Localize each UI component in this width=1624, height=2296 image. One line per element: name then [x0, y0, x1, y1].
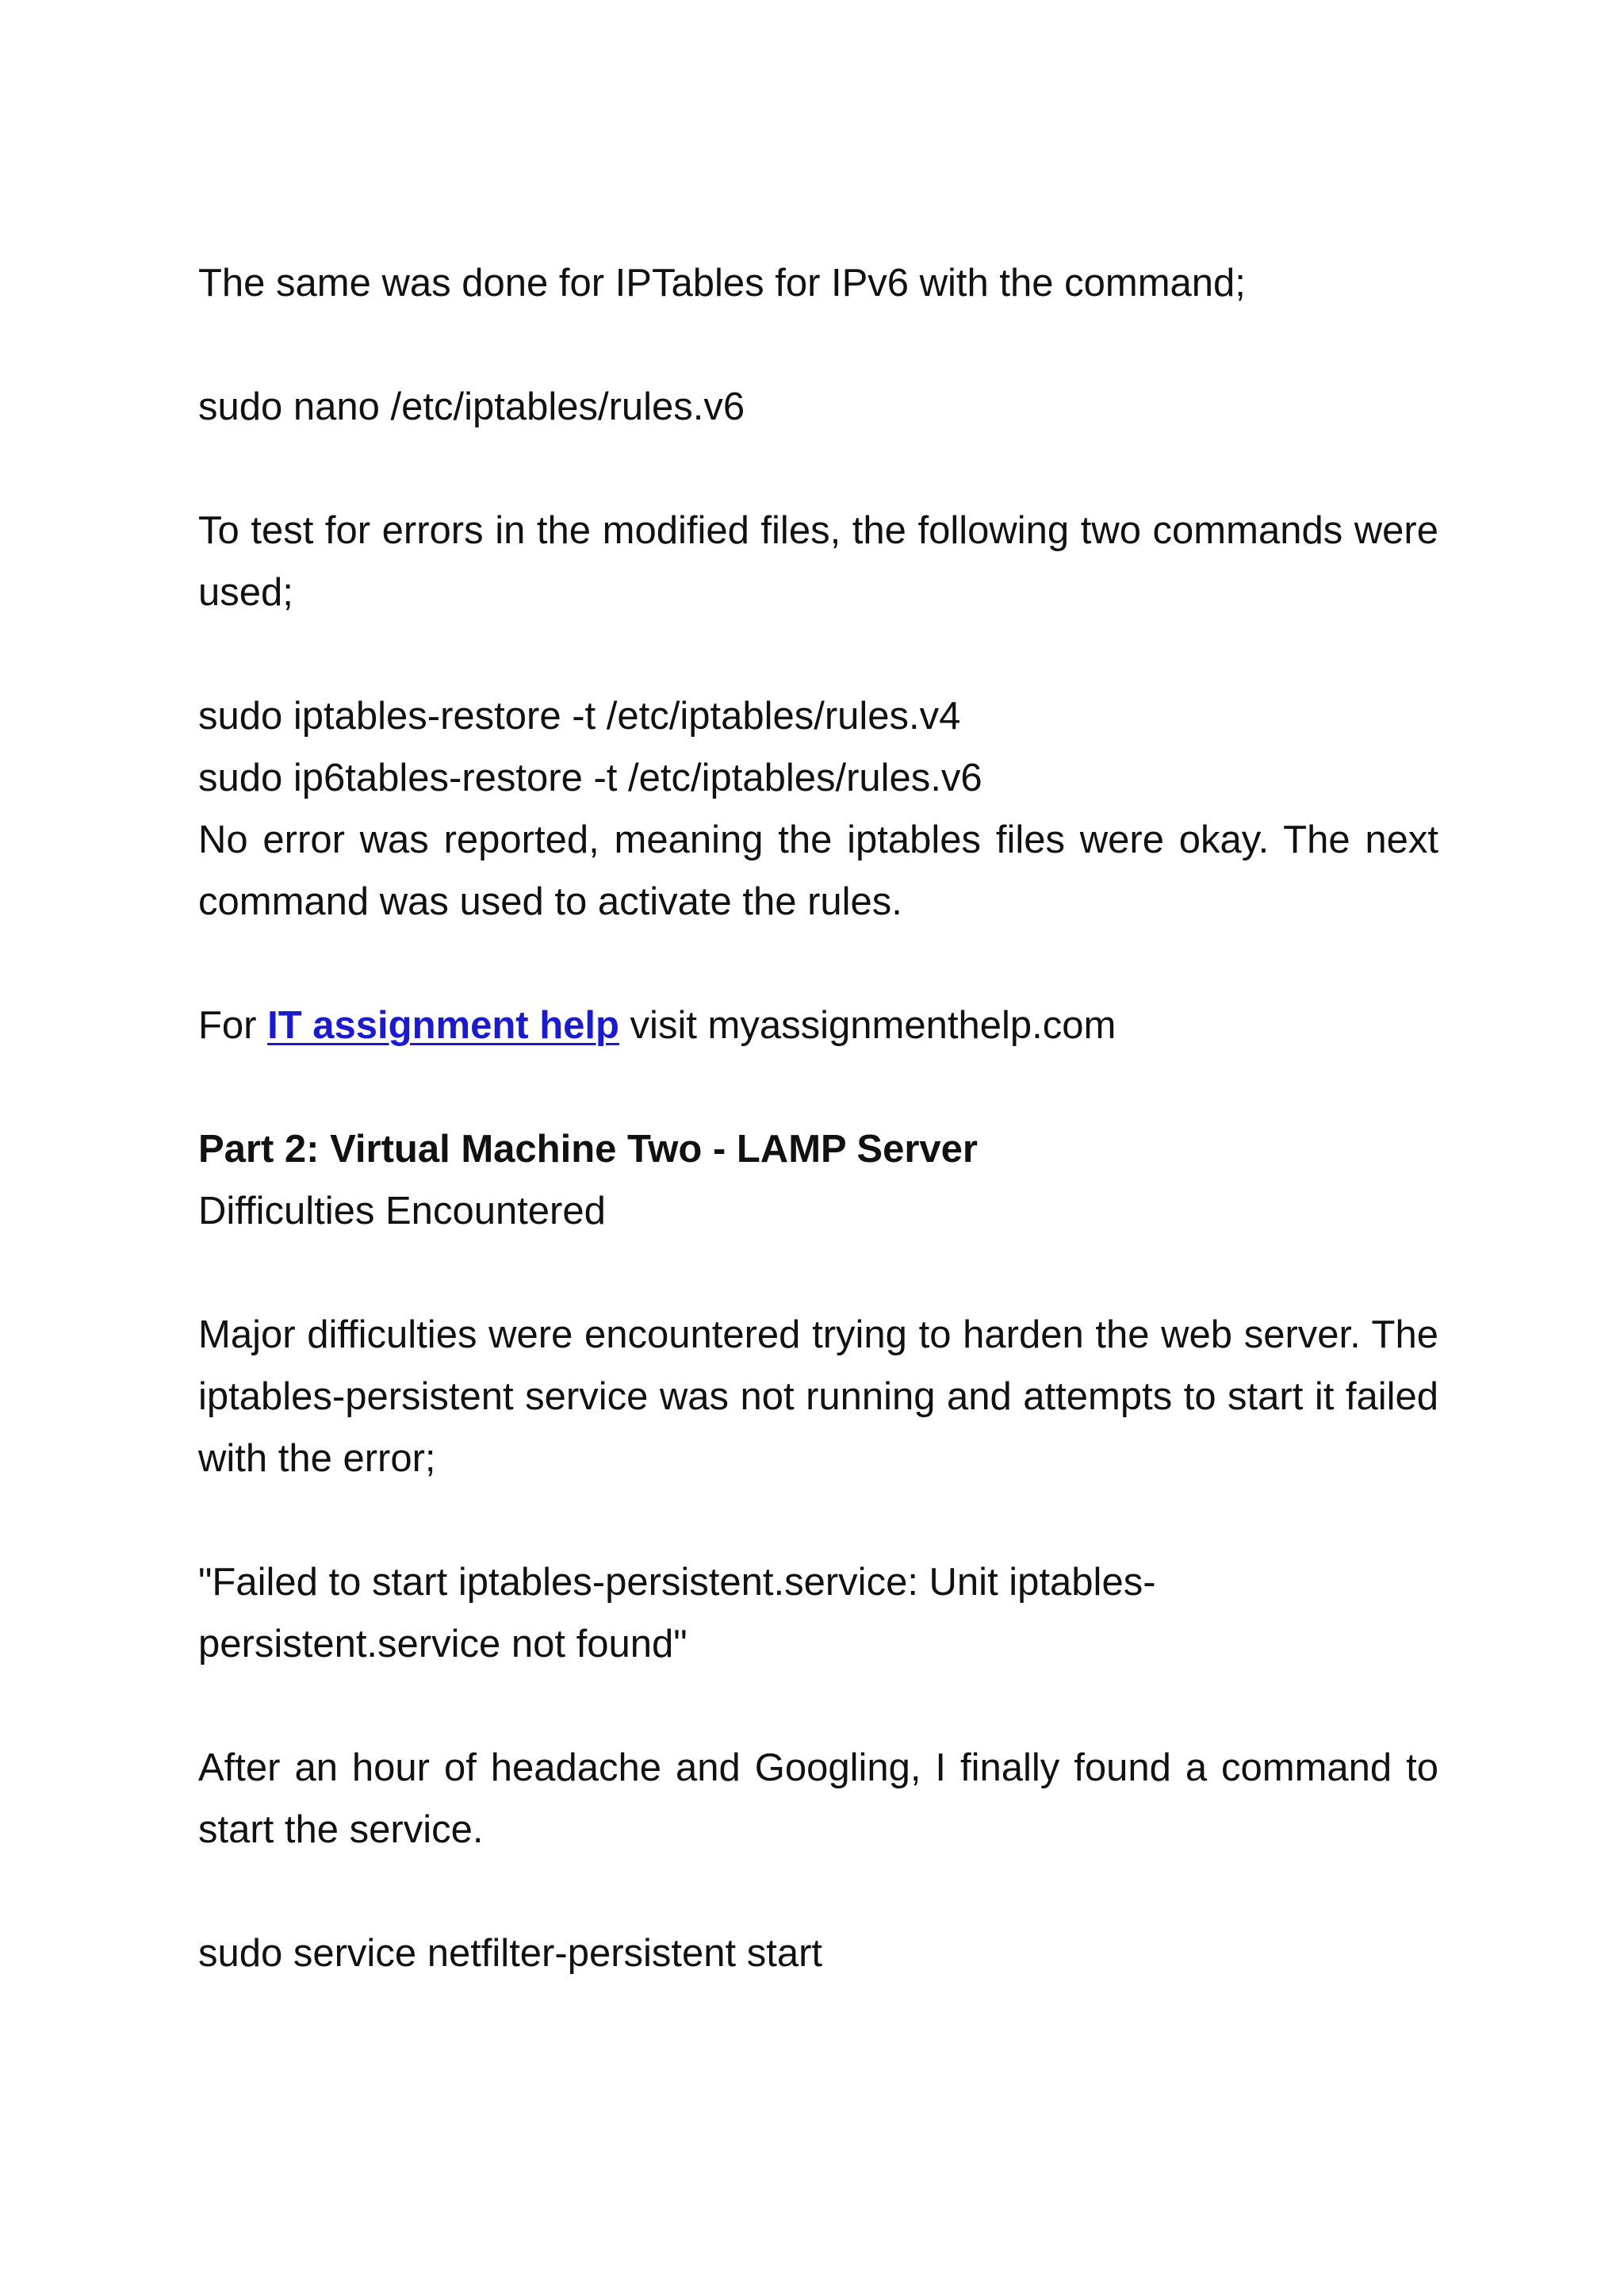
promo-suffix: visit myassignmenthelp.com [619, 1004, 1116, 1047]
spacer [198, 1675, 1438, 1737]
paragraph-found-command: After an hour of headache and Googling, I finally found a command to start the service. [198, 1746, 1438, 1851]
spacer [198, 623, 1438, 685]
command-nano-rules-v6: sudo nano /etc/iptables/rules.v6 [198, 385, 745, 428]
paragraph-test-errors: To test for errors in the modified files, the following two commands were used; [198, 509, 1438, 614]
paragraph-difficulties: Major difficulties were encountered trying to harden the web server. The iptables-persistent service was not running and attempts to start it failed with the error; [198, 1313, 1438, 1480]
promo-prefix: For [198, 1004, 268, 1047]
paragraph-ipv6-intro: The same was done for IPTables for IPv6 with the command; [198, 262, 1246, 305]
section-heading: Part 2: Virtual Machine Two - LAMP Server [198, 1128, 978, 1171]
error-message-line-1: "Failed to start iptables-persistent.service: Unit iptables- [198, 1561, 1156, 1604]
command-ip6tables-restore: sudo ip6tables-restore -t /etc/iptables/rules.v6 [198, 757, 982, 799]
section-subheading: Difficulties Encountered [198, 1190, 606, 1232]
spacer [198, 933, 1438, 995]
spacer [198, 314, 1438, 376]
spacer [198, 438, 1438, 500]
it-assignment-help-link[interactable]: IT assignment help [267, 1004, 619, 1047]
document-page [198, 252, 1438, 1984]
promo-line [198, 995, 1438, 1056]
paragraph-no-error: No error was reported, meaning the iptables files were okay. The next command was used to activate the rules. [198, 818, 1438, 923]
error-message-line-2: persistent.service not found" [198, 1623, 688, 1665]
command-iptables-restore: sudo iptables-restore -t /etc/iptables/rules.v4 [198, 695, 961, 738]
spacer [198, 1056, 1438, 1118]
spacer [198, 1861, 1438, 1922]
command-netfilter-start: sudo service netfilter-persistent start [198, 1932, 823, 1975]
spacer [198, 1489, 1438, 1551]
spacer [198, 1242, 1438, 1304]
